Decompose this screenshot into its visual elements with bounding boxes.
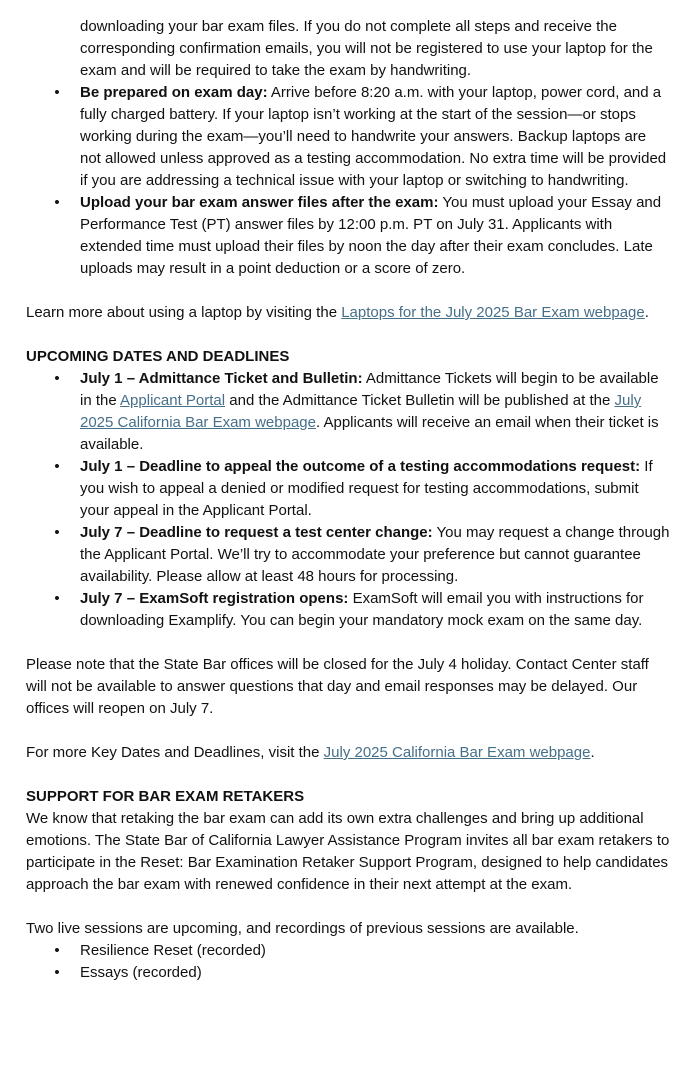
learn-more-paragraph: Learn more about using a laptop by visiting the Laptops for the July 2025 Bar Exam webpage. (26, 304, 649, 321)
list-item-text: If you wish to appeal a denied or modified request for testing accommodations, submit your appeal in the Applicant Portal. (80, 458, 653, 519)
list-item-text: You may request a change through the Applicant Portal. We’ll try to accommodate your preference but cannot guarantee availability. Please allow at least 48 hours for processing. (80, 524, 670, 585)
applicant-portal-link[interactable]: Applicant Portal (120, 392, 226, 409)
list-item-title: Upload your bar exam answer files after the exam: (80, 194, 439, 211)
session-name: Resilience Reset (recorded) (80, 942, 266, 959)
sessions-list (26, 940, 670, 984)
list-item-title: July 1 – Deadline to appeal the outcome of a testing accommodations request: (80, 458, 641, 475)
bullet-icon: • (54, 194, 60, 211)
retakers-heading: SUPPORT FOR BAR EXAM RETAKERS (26, 788, 305, 805)
key-dates-webpage-link[interactable]: July 2025 California Bar Exam webpage (323, 744, 591, 761)
list-item (54, 940, 670, 962)
list-item-title: Be prepared on exam day: (80, 84, 268, 101)
list-item-text: Arrive before 8:20 a.m. with your laptop, power cord, and a fully charged battery. If your laptop isn’t working at the start of the session—or stops working during the exam—you’ll need to handwrite your answers. Backup laptops are not allowed unless approved as a testing accommodation. No extra time will be provided if you are addressing a technical issue with your laptop or switching to handwriting. (80, 84, 667, 189)
deadlines-list (26, 368, 670, 632)
bullet-icon: • (54, 84, 60, 101)
list-item (54, 962, 670, 984)
list-item (54, 82, 670, 192)
bullet-icon: • (54, 964, 60, 981)
list-item-title: July 7 – ExamSoft registration opens: (80, 590, 349, 607)
bullet-icon: • (54, 942, 60, 959)
retakers-body: We know that retaking the bar exam can add its own extra challenges and bring up additional emotions. The State Bar of California Lawyer Assistance Program invites all bar exam retakers to participate in the Reset: Bar Examination Retaker Support Program, designed to help candidates approach the bar exam with renewed confidence in their next attempt at the exam. (26, 810, 670, 893)
bar-exam-webpage-link[interactable]: July 2025 California Bar Exam webpage (80, 392, 642, 431)
list-item-title: July 7 – Deadline to request a test center change: (80, 524, 433, 541)
deadlines-heading: UPCOMING DATES AND DEADLINES (26, 348, 290, 365)
list-item (54, 192, 670, 280)
list-item (54, 456, 670, 522)
laptop-bullet-list (26, 82, 670, 280)
session-name: Essays (recorded) (80, 964, 202, 981)
sessions-intro: Two live sessions are upcoming, and recordings of previous sessions are available. (26, 920, 579, 937)
intro-continuation: downloading your bar exam files. If you do not complete all steps and receive the corresponding confirmation emails, you will not be registered to use your laptop for the exam and will be required to take the exam by handwriting. (80, 18, 653, 79)
list-item: • July 1 – Admittance Ticket and Bulletin: Admittance Tickets will begin to be available in the Applicant Portal and the Admittance Ticket Bulletin will be published at the July 2025 California Bar Exam webpage. Applicants will receive an email when their ticket is available. (80, 368, 670, 456)
bullet-icon: • (54, 370, 60, 387)
laptops-webpage-link[interactable]: Laptops for the July 2025 Bar Exam webpage (341, 304, 645, 321)
list-item (54, 588, 670, 632)
list-item (54, 522, 670, 588)
bullet-icon: • (54, 458, 60, 475)
holiday-note: Please note that the State Bar offices will be closed for the July 4 holiday. Contact Center staff will not be available to answer questions that day and email responses may be delayed. Our offices will reopen on July 7. (26, 656, 649, 717)
list-item-title: July 1 – Admittance Ticket and Bulletin: (80, 370, 363, 387)
list-item-text: You must upload your Essay and Performance Test (PT) answer files by 12:00 p.m. PT on July 31. Applicants with extended time must upload their files by noon the day after their exam concludes. Late uploads may result in a point deduction or a score of zero. (80, 194, 662, 277)
bullet-icon: • (54, 590, 60, 607)
key-dates-paragraph: For more Key Dates and Deadlines, visit the July 2025 California Bar Exam webpage. (26, 744, 595, 761)
list-item-text: ExamSoft will email you with instructions for downloading Examplify. You can begin your mandatory mock exam on the same day. (80, 590, 644, 629)
bullet-icon: • (54, 524, 60, 541)
